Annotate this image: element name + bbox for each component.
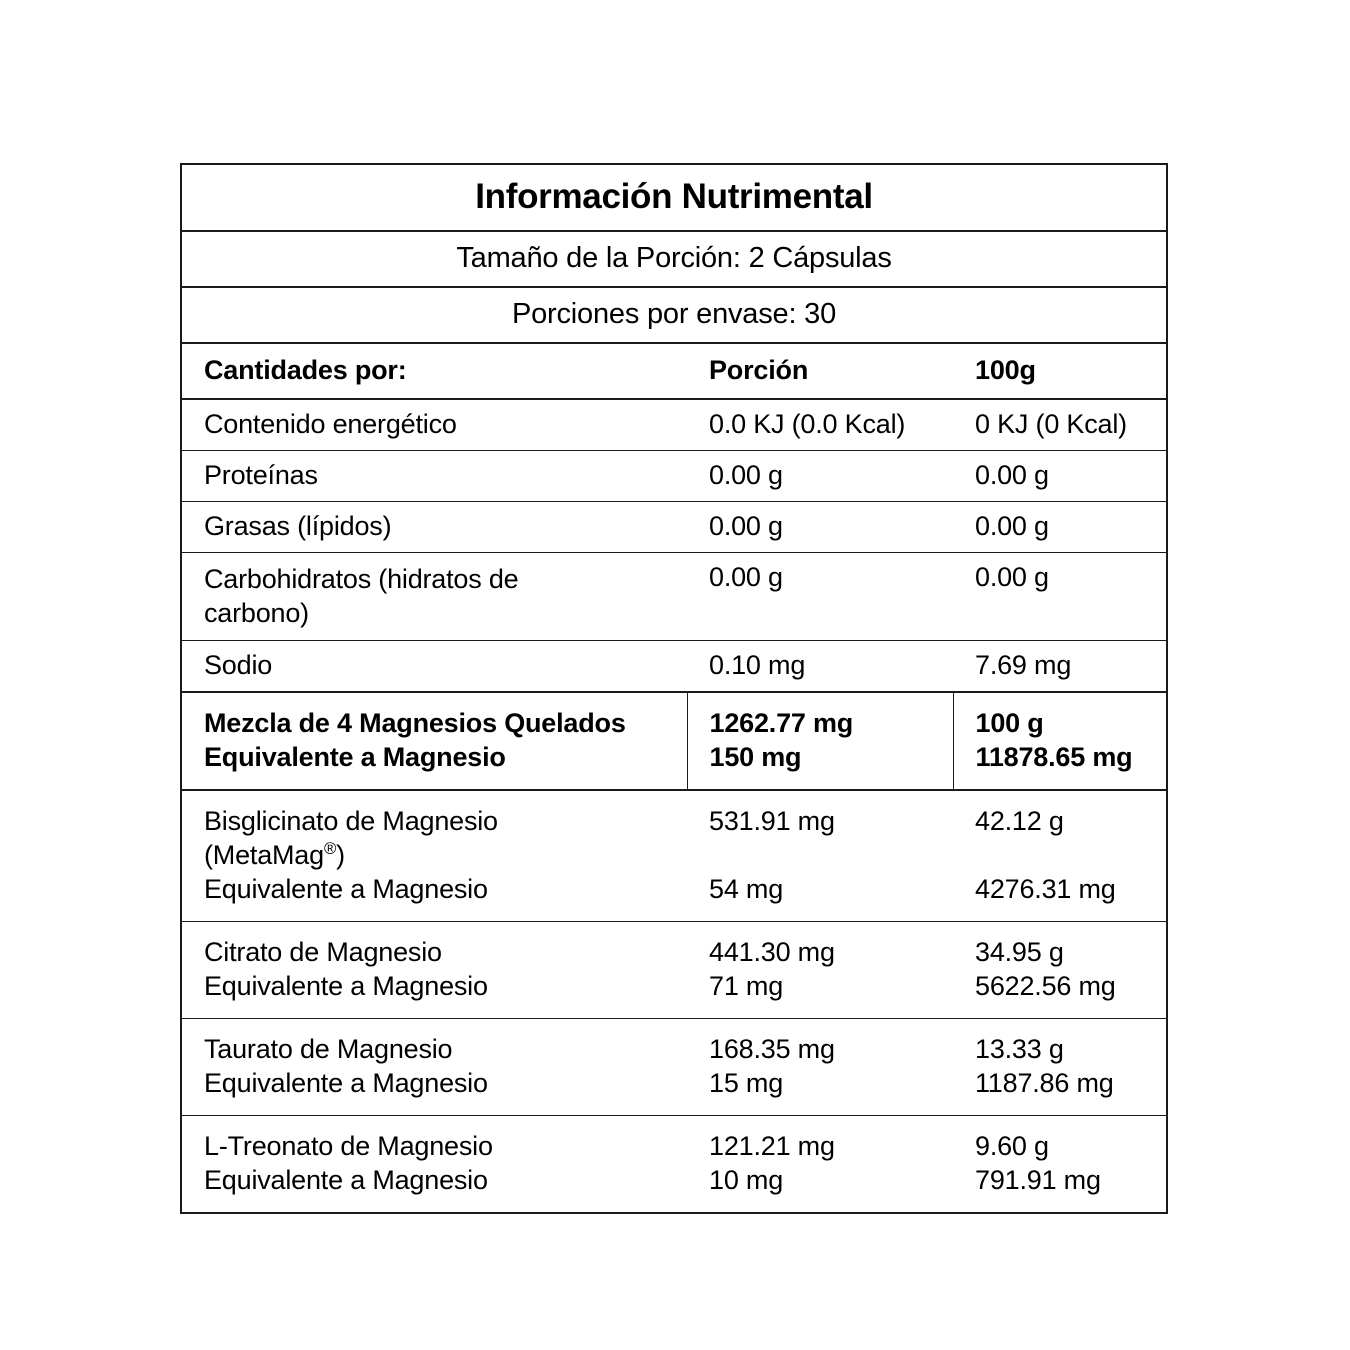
nutrient-name-line-brand (204, 838, 675, 872)
table-title-row (182, 165, 1166, 231)
nutrient-hundred-value: 0 KJ (0 Kcal) (953, 399, 1166, 451)
serving-size-row (182, 231, 1166, 287)
brand-name-prefix: (MetaMag (204, 840, 324, 871)
nutrient-portion-value: 0.0 KJ (0.0 Kcal) (687, 399, 953, 451)
column-header-hundred: 100g (953, 343, 1166, 399)
nutrient-name (182, 1116, 687, 1213)
value-line: 1187.86 mg (975, 1068, 1114, 1099)
nutrient-hundred-value (953, 692, 1166, 790)
nutrient-name-line: Equivalente a Magnesio (204, 742, 506, 773)
servings-per-container-text: Porciones por envase: 30 (182, 287, 1166, 343)
value-line: 15 mg (709, 1068, 784, 1099)
nutrient-portion-value (687, 1116, 953, 1213)
value-line: 531.91 mg (709, 806, 835, 837)
nutrient-hundred-value (953, 1019, 1166, 1116)
value-line: 100 g (975, 708, 1044, 739)
nutrient-name-line: Equivalente a Magnesio (204, 971, 488, 1002)
nutrient-hundred-value (953, 790, 1166, 922)
value-line: 5622.56 mg (975, 971, 1116, 1002)
table-row (182, 1116, 1166, 1213)
brand-name-suffix: ) (336, 840, 345, 871)
nutrient-portion-value (687, 692, 953, 790)
nutrient-hundred-value: 0.00 g (953, 502, 1166, 553)
nutrition-facts-table (182, 165, 1166, 1212)
registered-trademark-icon: ® (323, 839, 337, 859)
value-line: 150 mg (709, 742, 802, 773)
value-line: 4276.31 mg (975, 874, 1116, 905)
nutrient-name (182, 1019, 687, 1116)
nutrient-name: Sodio (182, 641, 687, 693)
value-line: 54 mg (709, 874, 784, 905)
table-row (182, 502, 1166, 553)
nutrient-name-line: L-Treonato de Magnesio (204, 1131, 493, 1162)
nutrient-name (182, 553, 687, 641)
value-line: 34.95 g (975, 937, 1064, 968)
value-line: 71 mg (709, 971, 784, 1002)
value-line: 1262.77 mg (709, 708, 854, 739)
table-row (182, 641, 1166, 693)
table-row (182, 790, 1166, 922)
nutrient-hundred-value: 0.00 g (953, 451, 1166, 502)
nutrient-name: Grasas (lípidos) (182, 502, 687, 553)
nutrient-name: Contenido energético (182, 399, 687, 451)
serving-size-text: Tamaño de la Porción: 2 Cápsulas (182, 231, 1166, 287)
table-row (182, 1019, 1166, 1116)
nutrient-name-line: Equivalente a Magnesio (204, 1165, 488, 1196)
nutrient-hundred-value: 0.00 g (953, 553, 1166, 641)
nutrient-name: Proteínas (182, 451, 687, 502)
table-row-magnesium-blend (182, 692, 1166, 790)
nutrient-name-line: Mezcla de 4 Magnesios Quelados (204, 708, 626, 739)
nutrient-name (182, 922, 687, 1019)
nutrient-portion-value: 0.00 g (687, 451, 953, 502)
nutrient-name (182, 692, 687, 790)
value-line: 121.21 mg (709, 1131, 835, 1162)
nutrient-name-line: Taurato de Magnesio (204, 1034, 453, 1065)
nutrient-portion-value (687, 790, 953, 922)
nutrient-name-line: Carbohidratos (hidratos de (204, 564, 519, 594)
nutrient-name-line: Citrato de Magnesio (204, 937, 442, 968)
nutrient-portion-value: 0.10 mg (687, 641, 953, 693)
value-line: 11878.65 mg (975, 742, 1133, 773)
nutrient-hundred-value: 7.69 mg (953, 641, 1166, 693)
nutrient-name-line: Equivalente a Magnesio (204, 1068, 488, 1099)
nutrient-portion-value: 0.00 g (687, 502, 953, 553)
nutrient-portion-value (687, 922, 953, 1019)
table-row (182, 553, 1166, 641)
table-row (182, 922, 1166, 1019)
table-row (182, 399, 1166, 451)
column-header-label: Cantidades por: (182, 343, 687, 399)
nutrient-name (182, 790, 687, 922)
servings-per-container-row (182, 287, 1166, 343)
value-line: 441.30 mg (709, 937, 835, 968)
panel-title: Información Nutrimental (182, 165, 1166, 231)
column-header-row (182, 343, 1166, 399)
value-line: 13.33 g (975, 1034, 1064, 1065)
value-line: 10 mg (709, 1165, 784, 1196)
value-line: 791.91 mg (975, 1165, 1101, 1196)
table-row (182, 451, 1166, 502)
value-line: 42.12 g (975, 806, 1064, 837)
nutrient-portion-value (687, 1019, 953, 1116)
nutrient-portion-value: 0.00 g (687, 553, 953, 641)
value-line: 9.60 g (975, 1131, 1049, 1162)
nutrient-hundred-value (953, 1116, 1166, 1213)
nutrient-hundred-value (953, 922, 1166, 1019)
column-header-portion: Porción (687, 343, 953, 399)
nutrient-name-line: carbono) (204, 598, 309, 629)
nutrition-facts-panel (180, 163, 1168, 1214)
nutrient-name-line: Bisglicinato de Magnesio (204, 806, 498, 837)
nutrient-name-line: Equivalente a Magnesio (204, 874, 488, 905)
value-line: 168.35 mg (709, 1034, 835, 1065)
